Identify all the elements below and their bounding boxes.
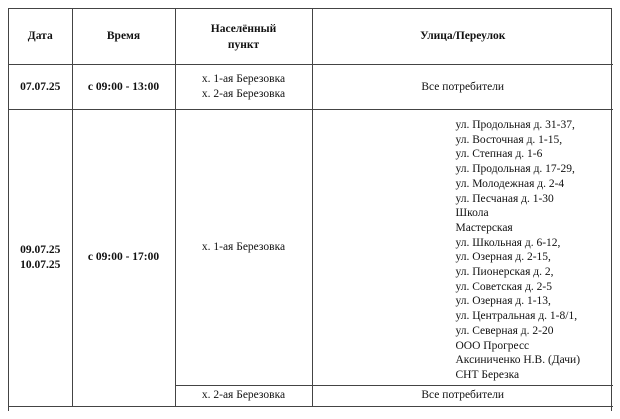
outage-schedule-table	[9, 9, 613, 407]
street-item: ул. Центральная д. 1-8/1,	[455, 310, 578, 323]
street-item: ул. Озерная д. 2-15,	[455, 251, 551, 264]
place-line: х. 1-ая Березовка	[201, 73, 286, 86]
street-item: ул. Степная д. 1-6	[455, 148, 543, 161]
street-item: ул. Песчаная д. 1-30	[455, 192, 554, 205]
place-cell: х. 1-ая Березовка	[175, 110, 312, 386]
date-cell	[9, 110, 72, 407]
outage-schedule-document	[8, 8, 612, 411]
header-place-line2: пункт	[227, 38, 260, 51]
street-item: ул. Пионерская д. 2,	[455, 266, 554, 279]
street-item: ООО Прогресс	[455, 339, 530, 352]
streets-list	[313, 118, 614, 383]
streets-cell	[312, 110, 613, 386]
date-cell: 07.07.25	[9, 65, 72, 110]
street-item: Аксиниченко Н.В. (Дачи)	[455, 354, 581, 367]
header-place-line1: Населённый	[210, 22, 277, 35]
street-item: ул. Озерная д. 1-13,	[455, 295, 551, 308]
header-street: Улица/Переулок	[312, 9, 613, 65]
header-place	[175, 9, 312, 65]
street-item: ул. Восточная д. 1-15,	[455, 133, 563, 146]
header-date: Дата	[9, 9, 72, 65]
street-item: ул. Продольная д. 17-29,	[455, 163, 575, 176]
date-line: 10.07.25	[20, 258, 61, 271]
street-item: ул. Продольная д. 31-37,	[455, 119, 575, 131]
street-item: СНТ Березка	[455, 368, 520, 381]
street-item: ул. Северная д. 2-20	[455, 324, 554, 337]
table-row	[9, 65, 613, 110]
street-item: ул. Молодежная д. 2-4	[455, 177, 565, 190]
date-line: 09.07.25	[20, 244, 61, 257]
header-row	[9, 9, 613, 65]
street-cell: Все потребители	[312, 65, 613, 110]
place-cell	[175, 65, 312, 110]
time-cell: с 09:00 - 13:00	[72, 65, 175, 110]
street-cell: Все потребители	[312, 385, 613, 406]
street-item: ул. Советская д. 2-5	[455, 280, 553, 293]
place-line: х. 2-ая Березовка	[201, 88, 286, 100]
header-time: Время	[72, 9, 175, 65]
street-item: ул. Школьная д. 6-12,	[455, 236, 561, 249]
street-item: Школа	[455, 207, 489, 220]
table-row	[9, 110, 613, 386]
place-cell: х. 2-ая Березовка	[175, 385, 312, 406]
street-item: Мастерская	[455, 221, 513, 234]
time-cell: с 09:00 - 17:00	[72, 110, 175, 407]
